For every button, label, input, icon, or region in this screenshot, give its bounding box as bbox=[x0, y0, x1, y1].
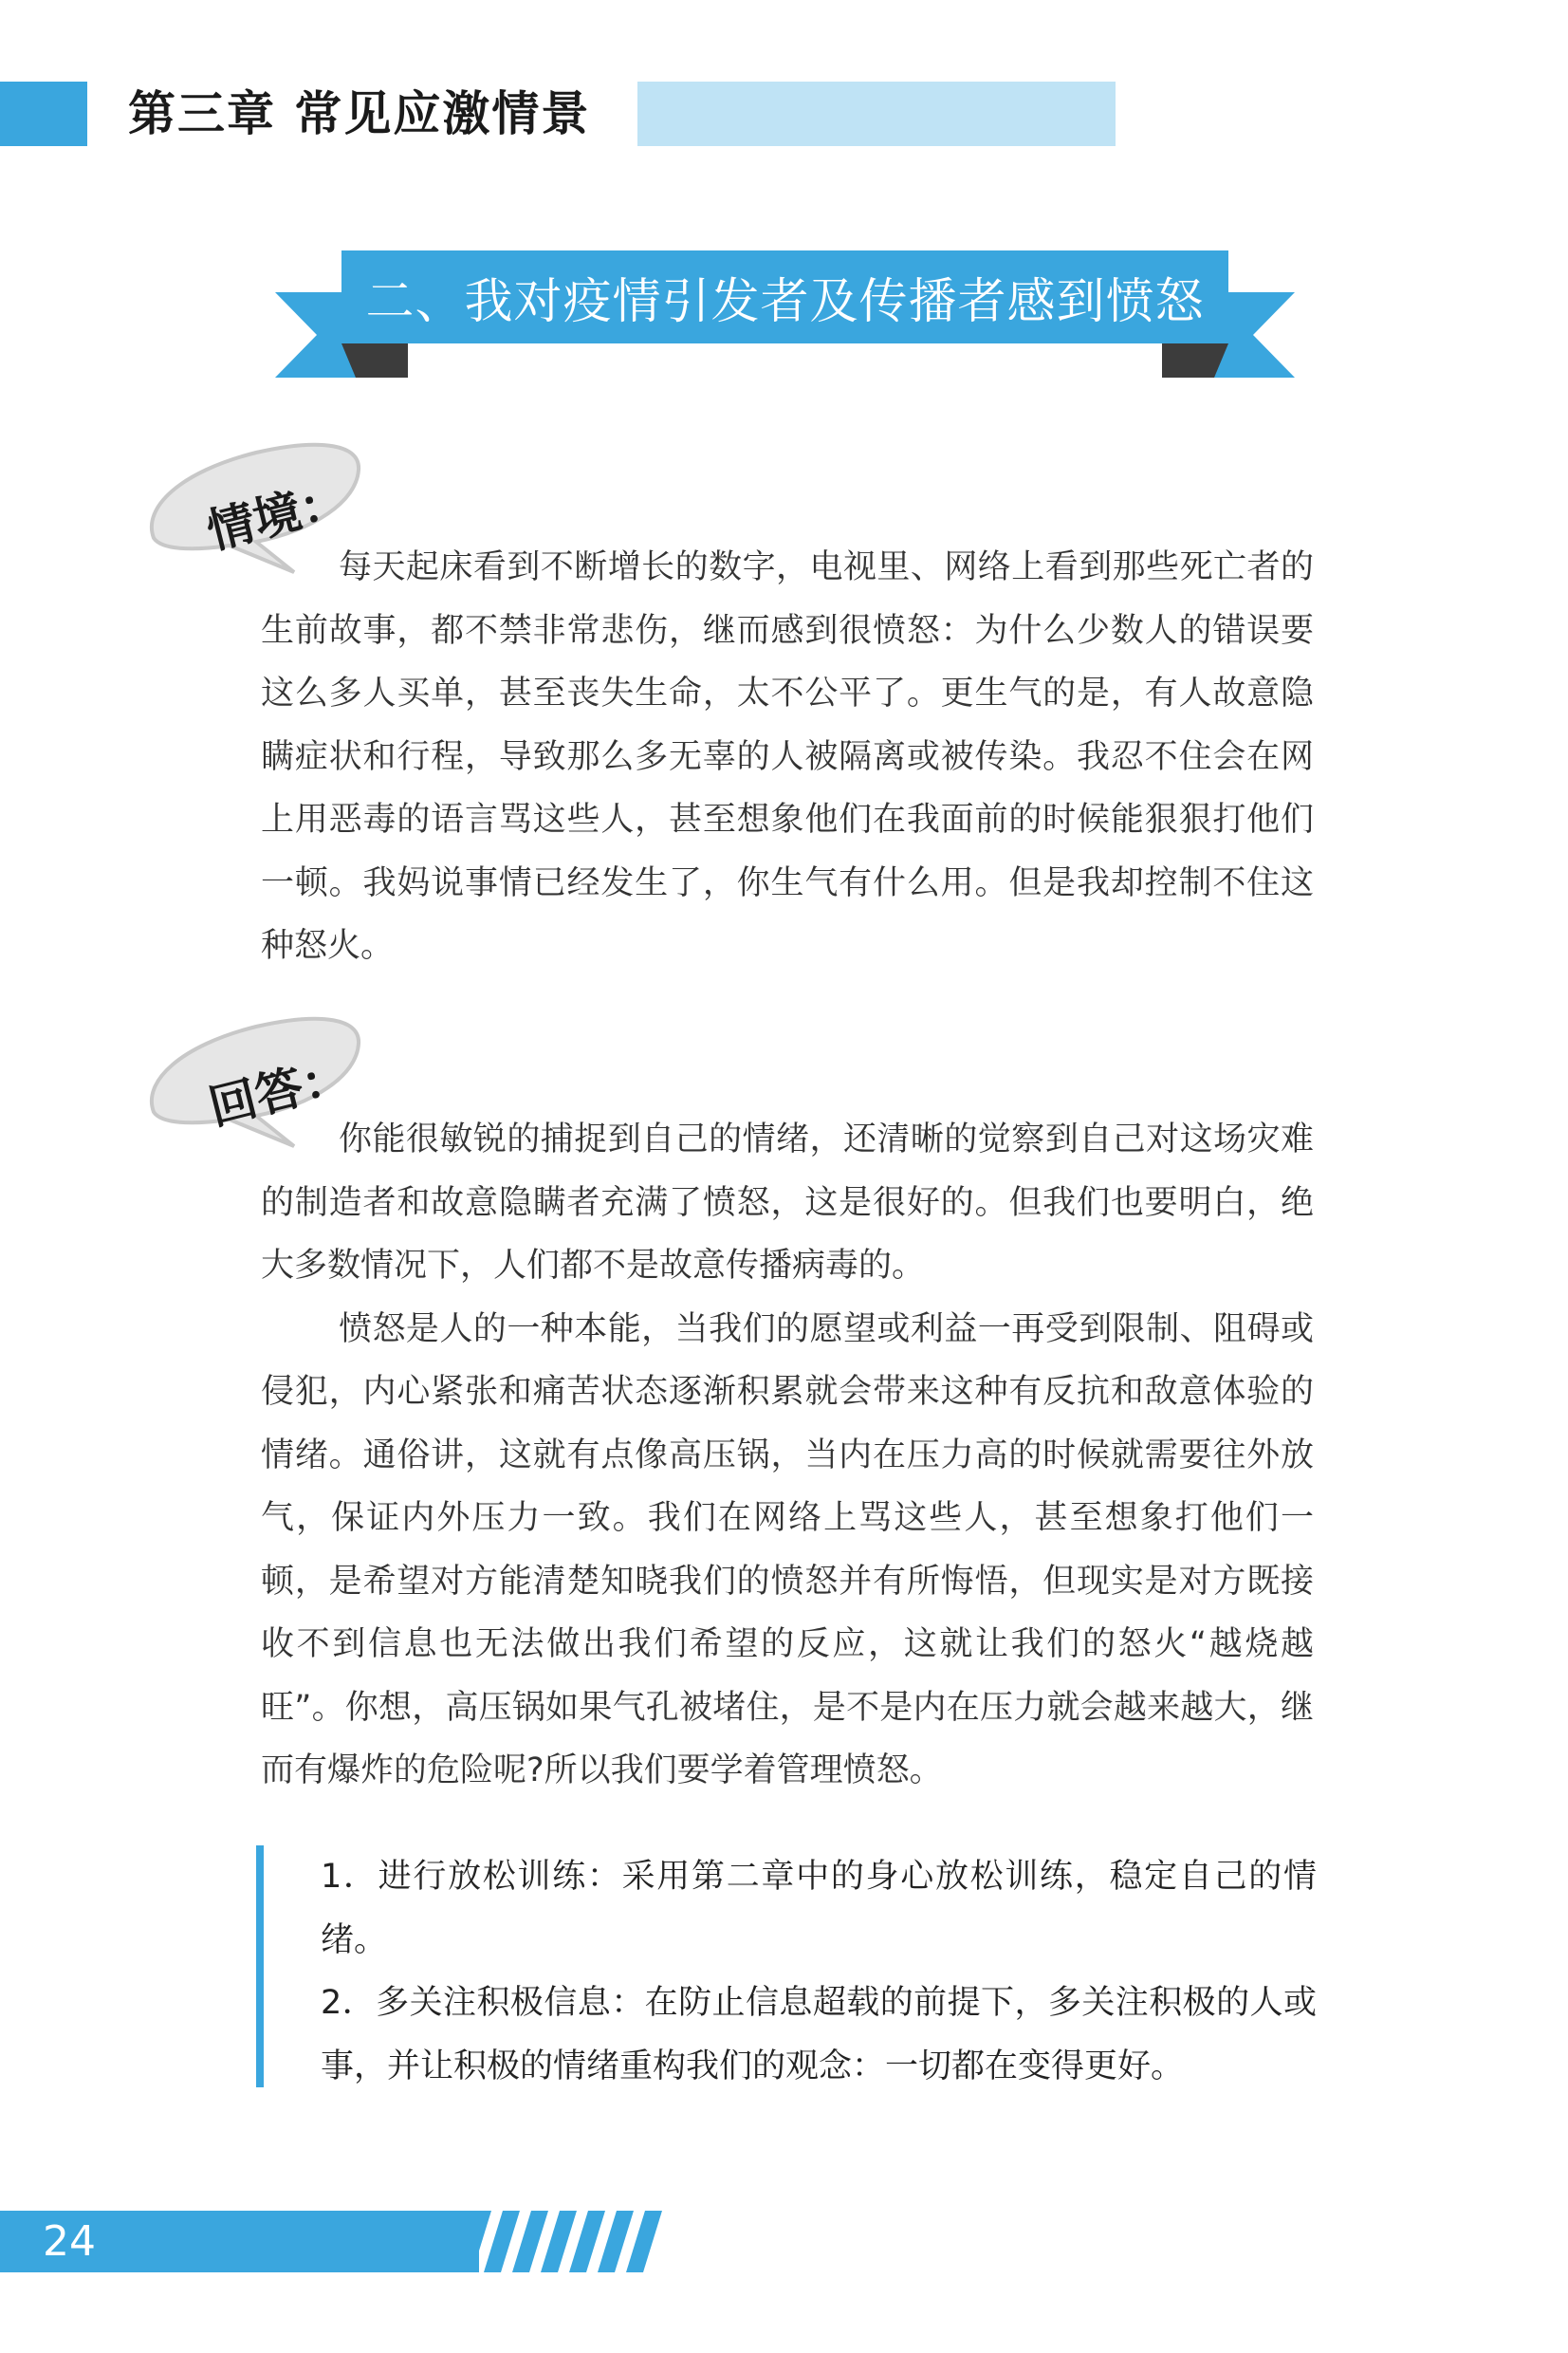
answer-paragraph-1: 你能很敏锐的捕捉到自己的情绪，还清晰的觉察到自己对这场灾难的制造者和故意隐瞒者充满了愤怒，这是很好的。但我们也要明白，绝大多数情况下，人们都不是故意传播病毒的。 bbox=[261, 1121, 1314, 1285]
section-ribbon bbox=[275, 245, 1295, 387]
header-accent-block bbox=[0, 82, 87, 146]
page-number: 24 bbox=[43, 2217, 96, 2266]
footer-stripes bbox=[455, 2211, 702, 2272]
answer-paragraph-2: 愤怒是人的一种本能，当我们的愿望或利益一再受到限制、阻碍或侵犯，内心紧张和痛苦状态逐渐积累就会带来这种有反抗和敌意体验的情绪。通俗讲，这就有点像高压锅，当内在压力高的时候就需要往外放气，保证内外压力一致。我们在网络上骂这些人，甚至想象打他们一顿，是希望对方能清楚知晓我们的愤怒并有所悔悟，但现实是对方既接收不到信息也无法做出我们希望的反应，这就让我们的怒火“越烧越旺”。你想，高压锅如果气孔被堵住，是不是内在压力就会越来越大，继而有爆炸的危险呢?所以我们要学着管理愤怒。 bbox=[261, 1309, 1314, 1789]
section-title: 二、我对疫情引发者及传播者感到愤怒 bbox=[365, 274, 1205, 330]
situation-label: 情境： bbox=[201, 472, 354, 560]
header-light-bar bbox=[637, 82, 1116, 146]
tip-item-2: 2．多关注积极信息：在防止信息超载的前提下，多关注积极的人或事，并让积极的情绪重构我们的观念：一切都在变得更好。 bbox=[321, 1984, 1317, 2085]
answer-text bbox=[261, 1108, 1314, 1803]
situation-text bbox=[261, 536, 1314, 978]
chapter-title: 第三章 常见应激情景 bbox=[128, 86, 591, 141]
situation-paragraph: 每天起床看到不断增长的数字，电视里、网络上看到那些死亡者的生前故事，都不禁非常悲伤，继而感到很愤怒：为什么少数人的错误要这么多人买单，甚至丧失生命，太不公平了。更生气的是，有人故意隐瞒症状和行程，导致那么多无辜的人被隔离或被传染。我忍不住会在网上用恶毒的语言骂这些人，甚至想象他们在我面前的时候能狠狠打他们一顿。我妈说事情已经发生了，你生气有什么用。但是我却控制不住这种怒火。 bbox=[261, 548, 1314, 965]
tips-block bbox=[256, 1845, 1319, 2087]
tips-accent-bar bbox=[256, 1845, 264, 2087]
answer-label: 回答： bbox=[203, 1047, 356, 1136]
tips-list bbox=[321, 1845, 1317, 2098]
tip-item-1: 1．进行放松训练：采用第二章中的身心放松训练，稳定自己的情绪。 bbox=[321, 1858, 1317, 1959]
